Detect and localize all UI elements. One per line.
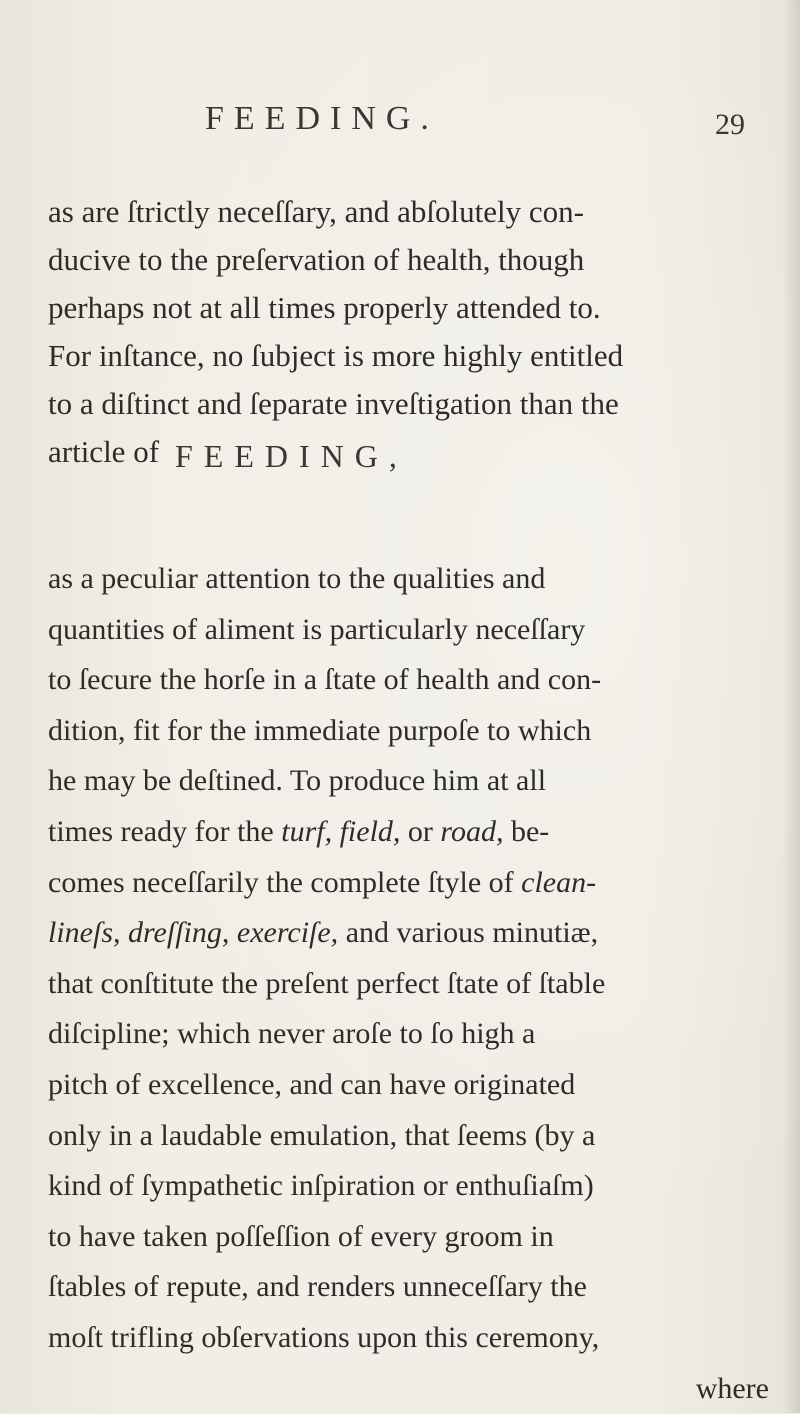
text-line: For inſtance, no ſubject is more highly entitled [48, 332, 773, 380]
italic-run: turf, field, [281, 815, 400, 848]
text-line-mixed [48, 858, 773, 909]
catchword: where [48, 1364, 773, 1414]
text-line: dition, fit for the immediate purpoſe to which [48, 706, 773, 757]
paragraph-1 [48, 188, 773, 476]
text-line: only in a laudable emulation, that ſeems (by a [48, 1111, 773, 1162]
page-edge-shadow [782, 0, 800, 1413]
running-head: FEEDING. [205, 100, 439, 138]
italic-run: lineſs, dreſſing, exerciſe, [48, 916, 338, 949]
text-line: ducive to the preſervation of health, though [48, 236, 773, 284]
text-line-mixed [48, 908, 773, 959]
text-line: moſt trifling obſervations upon this ceremony, [48, 1313, 773, 1364]
text-run: be- [503, 815, 549, 848]
text-line: to ſecure the horſe in a ſtate of health and con- [48, 655, 773, 706]
italic-run: clean- [521, 866, 596, 899]
text-line: pitch of excellence, and can have originated [48, 1060, 773, 1111]
text-line: to have taken poſſeſſion of every groom in [48, 1212, 773, 1263]
page-number: 29 [715, 108, 745, 142]
text-line: quantities of aliment is particularly neceſſary [48, 605, 773, 656]
section-heading: FEEDING, [175, 438, 408, 475]
text-line: article of [48, 428, 773, 476]
text-line: as are ſtrictly neceſſary, and abſolutely con- [48, 188, 773, 236]
text-line: diſcipline; which never aroſe to ſo high a [48, 1009, 773, 1060]
text-line: kind of ſympathetic inſpiration or enthuſiaſm) [48, 1161, 773, 1212]
paragraph-2 [48, 554, 773, 1414]
text-line: that conſtitute the preſent perfect ſtate of ſtable [48, 959, 773, 1010]
italic-run: road, [440, 815, 503, 848]
text-line: perhaps not at all times properly attended to. [48, 284, 773, 332]
text-line: he may be deſtined. To produce him at all [48, 756, 773, 807]
text-run: comes neceſſarily the complete ſtyle of [48, 866, 521, 899]
text-run: and various minutiæ, [338, 916, 598, 949]
text-line-mixed [48, 807, 773, 858]
text-run: times ready for the [48, 815, 281, 848]
text-run: or [400, 815, 440, 848]
text-line: ſtables of repute, and renders unneceſſary the [48, 1262, 773, 1313]
text-line: as a peculiar attention to the qualities and [48, 554, 773, 605]
text-line: to a diſtinct and ſeparate inveſtigation than the [48, 380, 773, 428]
page-header [205, 100, 745, 160]
